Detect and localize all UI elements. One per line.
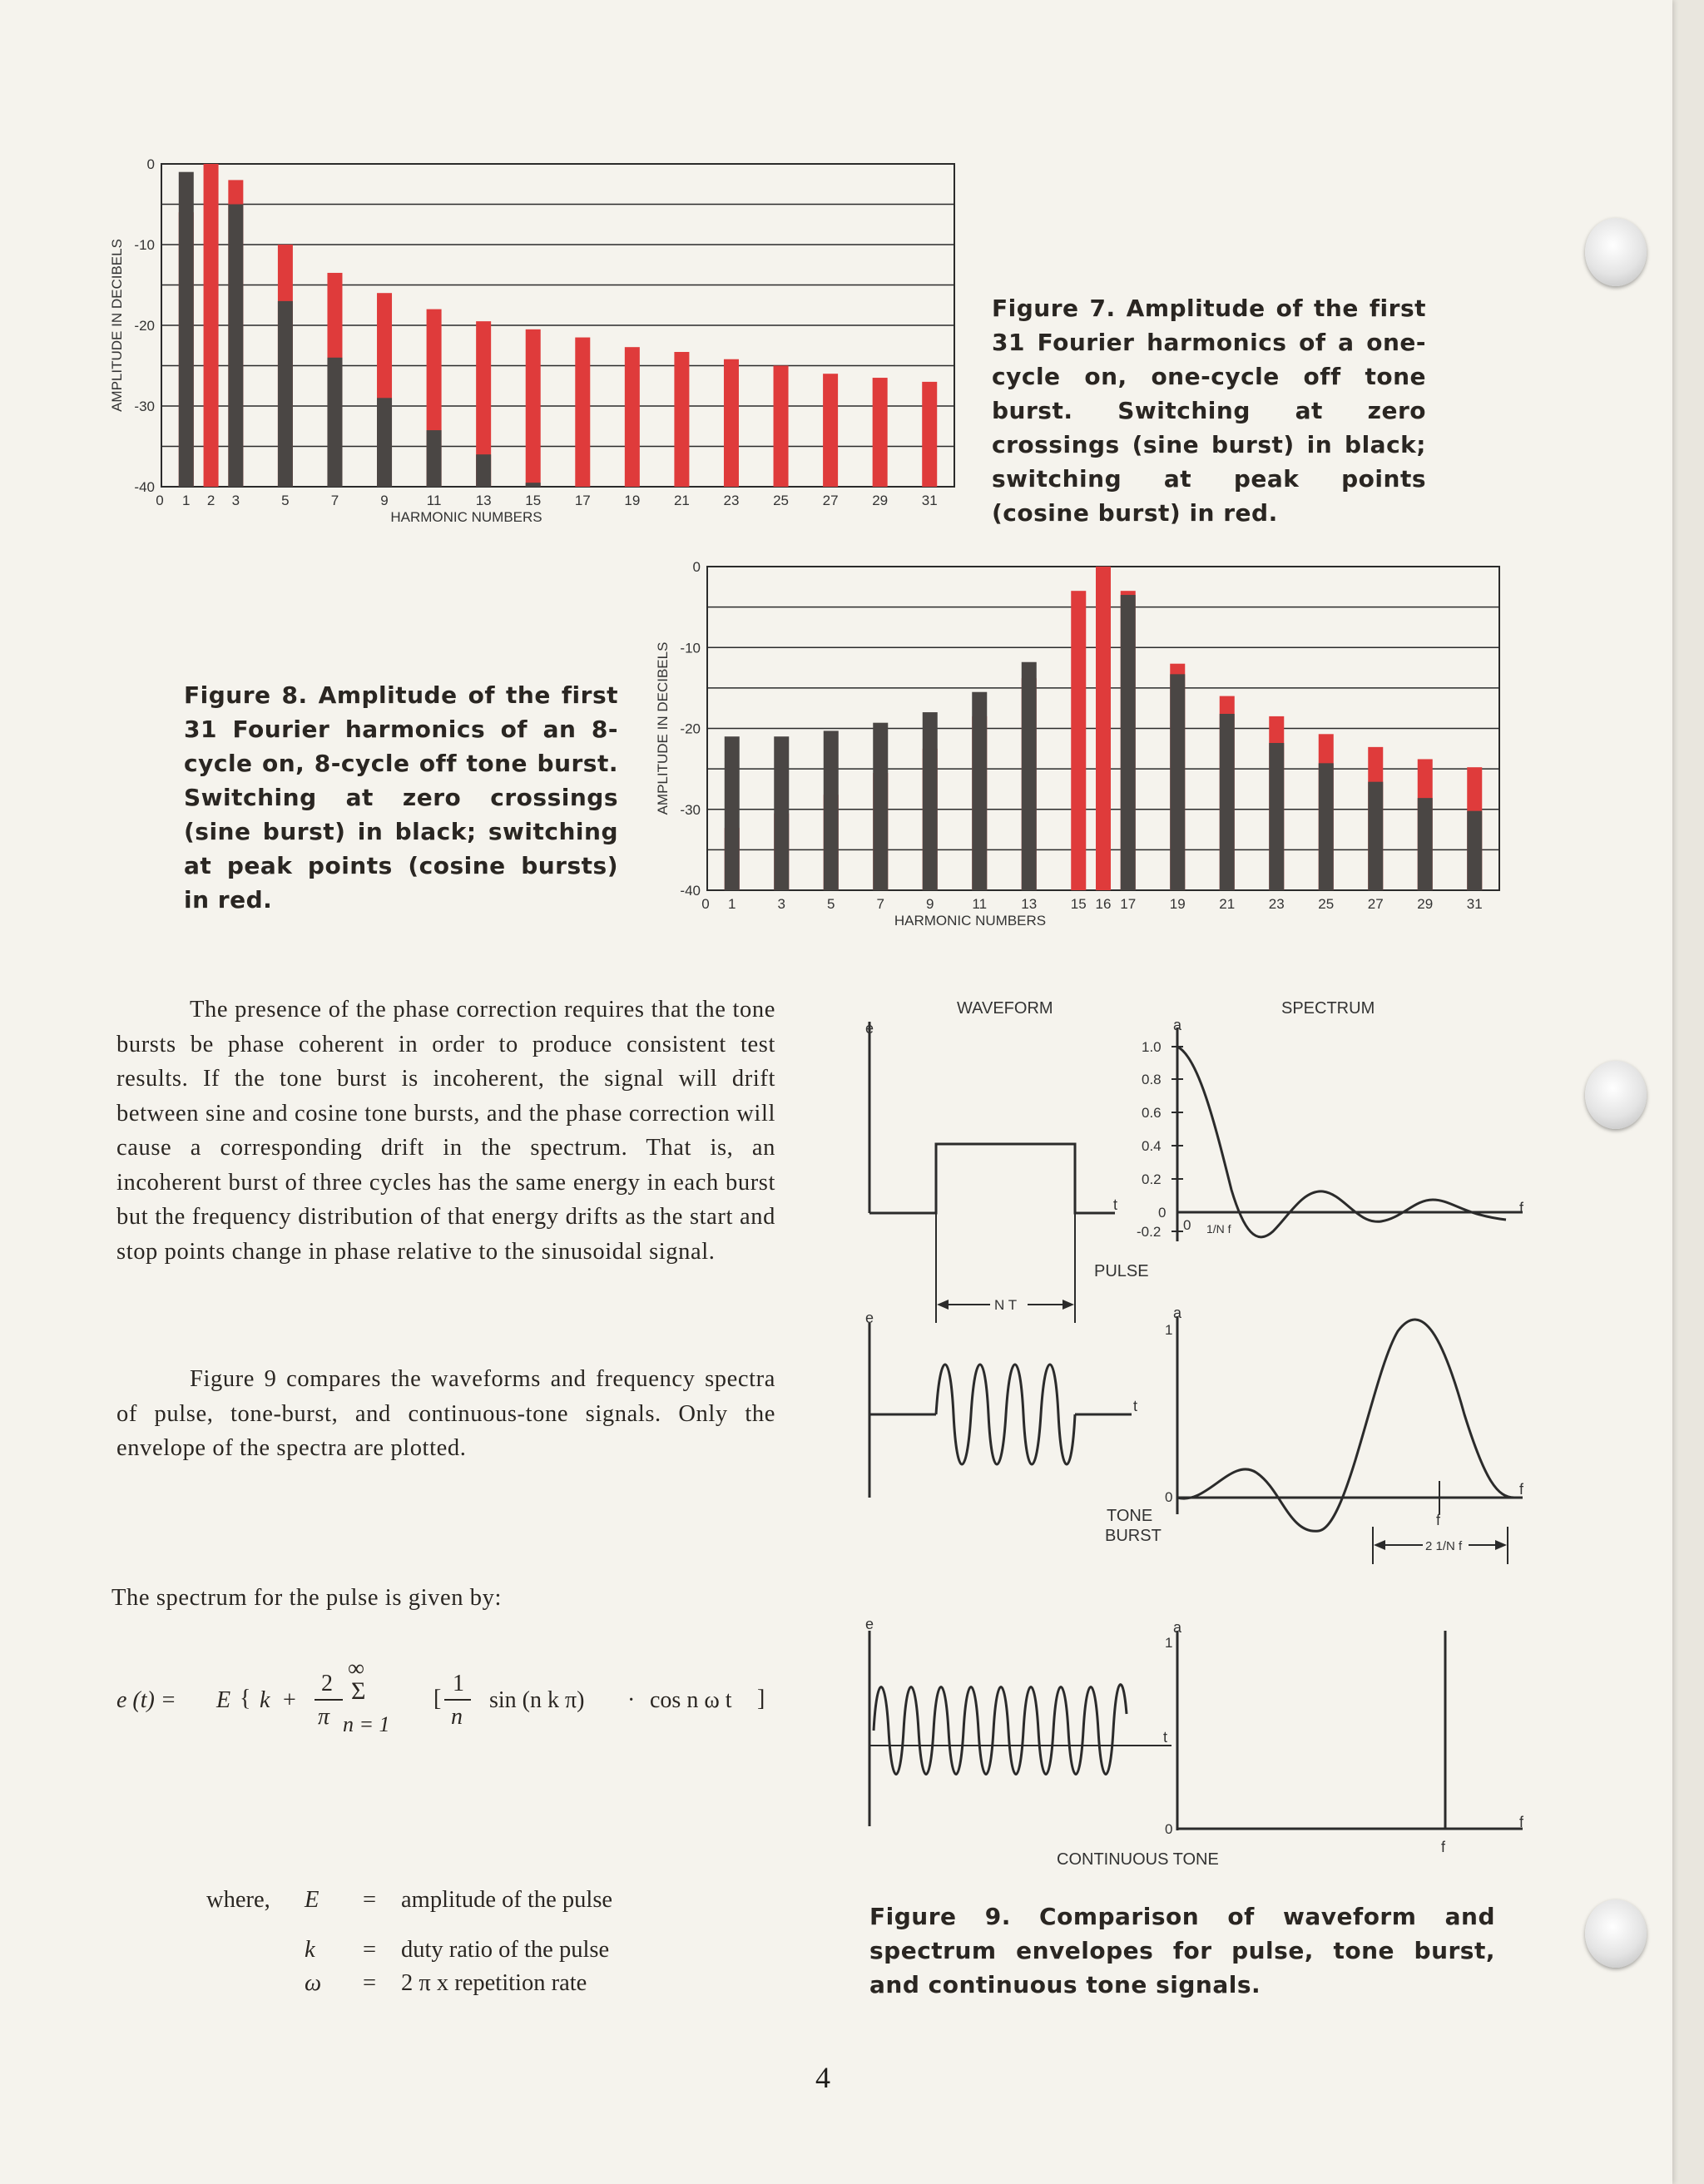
y-axis-title: AMPLITUDE IN DECIBELS — [109, 239, 125, 412]
y-tick-label: 0 — [692, 559, 701, 575]
y-tick-label: -40 — [680, 883, 701, 899]
pulse-t-label: t — [1113, 1196, 1118, 1213]
cont-f-label: f — [1441, 1839, 1446, 1855]
definition-symbol: E — [305, 1887, 320, 1913]
x-axis-title: HARMONIC NUMBERS — [390, 509, 542, 525]
tone-f-axis-label: f — [1519, 1481, 1524, 1498]
x-tick-label: 15 — [1070, 896, 1087, 912]
body-paragraph-1-text: The presence of the phase correction requires that the tone bursts be phase coherent in order to produce consistent test results. If the tone burst is incoherent, the signal will drift between sine and cosine tone bursts, and the phase correction will cause a corresponding drift in the spectrum. That is, an incoherent burst of three cycles has the same energy in each burst but the frequency distribution of that energy drifts as the start and stop points change in phase relative to the sinusoidal signal. — [116, 997, 775, 1265]
x-tick-label: 21 — [1219, 896, 1236, 912]
eq-sigma-top: ∞ — [348, 1656, 364, 1681]
x-tick-label: 1 — [728, 896, 736, 912]
eq-lhs: e (t) = — [116, 1687, 176, 1713]
tone-spectrum-curve — [1177, 1320, 1514, 1531]
x-tick-label: 15 — [525, 493, 542, 508]
x-tick-label: 27 — [1367, 896, 1384, 912]
y-tick-label: -10 — [134, 237, 155, 253]
eq-dot: · — [627, 1687, 636, 1713]
eq-rbracket: ] — [757, 1686, 765, 1711]
bar-sine-black — [873, 723, 888, 890]
figure-7-chart — [92, 154, 973, 537]
x-tick-label: 1 — [182, 493, 191, 508]
x-tick-label: 27 — [822, 493, 839, 508]
x-tick-label: 16 — [1095, 896, 1112, 912]
cont-a-label: a — [1173, 1619, 1182, 1636]
y-tick-label: -20 — [134, 318, 155, 334]
y-tick-label: -40 — [134, 479, 155, 495]
x-tick-label: 17 — [1120, 896, 1137, 912]
eq-sigma-bottom: n = 1 — [343, 1712, 390, 1736]
bar-sine-black — [1220, 714, 1235, 890]
bar-sine-black — [1368, 782, 1383, 890]
cont-ytick-top: 1 — [1165, 1635, 1173, 1651]
fig9-header-waveform: WAVEFORM — [957, 999, 1053, 1018]
pulse-f-label: f — [1519, 1200, 1524, 1216]
definition-symbol: k — [305, 1937, 315, 1963]
bar-sine-black — [1269, 743, 1284, 890]
bar-cosine-red — [724, 359, 739, 487]
x-tick-label: 31 — [921, 493, 938, 508]
page-number: 4 — [815, 2061, 830, 2094]
x-tick-label: 0 — [701, 896, 710, 912]
binder-hole-bottom — [1585, 1899, 1647, 1968]
cont-e-label: e — [865, 1616, 874, 1632]
body-paragraph-1 — [116, 993, 775, 1269]
tone-e-label: e — [865, 1310, 874, 1326]
x-tick-label: 3 — [777, 896, 785, 912]
x-tick-label: 2 — [206, 493, 215, 508]
bar-sine-black — [774, 736, 789, 890]
y-tick-label: -20 — [680, 721, 701, 737]
x-tick-label: 29 — [872, 493, 889, 508]
bar-sine-black — [972, 692, 987, 890]
bar-sine-black — [725, 736, 740, 890]
bar-sine-black — [1170, 674, 1185, 890]
tone-a-label: a — [1173, 1305, 1182, 1321]
bar-cosine-red — [674, 352, 689, 487]
eq-pi: π — [318, 1704, 330, 1730]
definition-eq: = — [363, 1887, 377, 1913]
pulse-a-label: a — [1173, 1017, 1182, 1033]
x-tick-label: 31 — [1466, 896, 1483, 912]
pulse-label: PULSE — [1094, 1262, 1149, 1280]
figure-9-caption: Figure 9. Comparison of waveform and spectrum envelopes for pulse, tone burst, and continuous tone signals. — [869, 1903, 1495, 1998]
nt-label: N T — [994, 1297, 1018, 1313]
x-tick-label: 25 — [1318, 896, 1335, 912]
pulse-origin-label: 0 — [1183, 1217, 1191, 1233]
x-tick-label: 23 — [723, 493, 740, 508]
tone-burst-label-2: BURST — [1105, 1527, 1162, 1545]
x-tick-label: 11 — [426, 493, 442, 508]
binder-hole-top — [1585, 218, 1647, 286]
pulse-waveform-trace — [869, 1144, 1118, 1213]
definition-symbol: ω — [305, 1970, 322, 1996]
tone-ytick-zero: 0 — [1165, 1489, 1173, 1505]
x-tick-label: 9 — [380, 493, 389, 508]
eq-cos: cos n ω t — [650, 1687, 732, 1713]
definition-text: 2 π x repetition rate — [401, 1970, 587, 1996]
body-paragraph-2-text: Figure 9 compares the waveforms and frequency spectra of pulse, tone-burst, and continuous-tone signals. Only the envelope of the spectra are plotted. — [116, 1366, 775, 1461]
nt-arrowhead-left — [937, 1300, 949, 1310]
bar-sine-black — [1121, 595, 1136, 890]
y-tick-label: 0 — [146, 156, 155, 172]
figure-9-diagram — [840, 982, 1531, 1880]
continuous-tone-label: CONTINUOUS TONE — [1057, 1850, 1219, 1869]
bar-sine-black — [824, 730, 839, 890]
bar-cosine-red — [922, 382, 937, 487]
tone-waveform-trace — [936, 1364, 1075, 1464]
figure-7-caption: Figure 7. Amplitude of the first 31 Fourier harmonics of a one-cycle on, one-cycle off tone burst. Switching at zero crossings (sine burst) in black; switching at peak points (cosine burst) in red. — [992, 295, 1426, 527]
pulse-first-zero-label: 1/N f — [1206, 1222, 1231, 1236]
eq-frac-bar-1 — [315, 1699, 343, 1701]
x-tick-label: 17 — [574, 493, 591, 508]
bar-cosine-red — [823, 374, 838, 487]
x-axis-title: HARMONIC NUMBERS — [894, 913, 1047, 929]
figure-8-caption: Figure 8. Amplitude of the first 31 Fourier harmonics of an 8-cycle on, 8-cycle off tone burst. Switching at zero crossings (sine burst) in black; switching at peak points (cosine bursts) in red. — [184, 681, 618, 914]
y-tick-label: -30 — [134, 399, 155, 414]
pulse-ytick: 0.8 — [1142, 1072, 1162, 1087]
pulse-ytick: 0.6 — [1142, 1105, 1162, 1121]
x-tick-label: 29 — [1417, 896, 1434, 912]
tone-width-label: 2 1/N f — [1425, 1539, 1463, 1553]
eq-lbracket: [ — [433, 1686, 442, 1711]
bar-sine-black — [327, 358, 342, 487]
bar-cosine-red — [873, 378, 888, 487]
tone-f-label: f — [1436, 1512, 1441, 1528]
x-tick-label: 3 — [231, 493, 240, 508]
nt-arrowhead-right — [1063, 1300, 1074, 1310]
definition-eq: = — [363, 1970, 377, 1996]
bar-sine-black — [476, 454, 491, 487]
eq-frac-bar-2 — [444, 1699, 471, 1701]
pulse-ytick: 0.4 — [1142, 1138, 1162, 1154]
bar-sine-black — [1319, 763, 1334, 890]
tone-burst-label-1: TONE — [1107, 1507, 1153, 1525]
x-tick-label: 13 — [475, 493, 492, 508]
x-tick-label: 5 — [827, 896, 835, 912]
definition-text: amplitude of the pulse — [401, 1887, 613, 1913]
eq-sin: sin (n k π) — [489, 1687, 585, 1713]
eq-plus: + — [283, 1687, 296, 1713]
pulse-ytick: 1.0 — [1142, 1039, 1162, 1055]
eq-E: E — [216, 1687, 231, 1713]
bar-sine-black — [923, 712, 938, 890]
pulse-spectrum-curve — [1177, 1047, 1506, 1237]
x-tick-label: 5 — [281, 493, 290, 508]
x-tick-label: 0 — [156, 493, 164, 508]
bar-sine-black — [1022, 662, 1037, 890]
bar-cosine-red — [1096, 567, 1111, 890]
eq-k: k — [260, 1687, 270, 1713]
bar-sine-black — [278, 301, 293, 487]
y-tick-label: -30 — [680, 801, 701, 818]
x-tick-label: 21 — [673, 493, 690, 508]
y-axis-title: AMPLITUDE IN DECIBELS — [655, 641, 671, 815]
cont-ytick-zero: 0 — [1165, 1821, 1173, 1837]
bar-cosine-red — [774, 366, 789, 488]
tone-ytick-top: 1 — [1165, 1322, 1173, 1338]
bar-sine-black — [179, 172, 194, 487]
cont-f-axis-label: f — [1519, 1814, 1524, 1830]
tone-width-arrowhead-left — [1374, 1540, 1385, 1550]
x-tick-label: 19 — [1169, 896, 1186, 912]
x-tick-label: 11 — [972, 896, 988, 912]
bar-sine-black — [526, 483, 541, 487]
eq-sigma: Σ — [351, 1677, 366, 1705]
definition-text: duty ratio of the pulse — [401, 1937, 610, 1963]
bar-cosine-red — [1071, 591, 1086, 890]
binder-hole-middle — [1585, 1061, 1647, 1129]
bar-cosine-red — [575, 338, 590, 487]
bar-sine-black — [1418, 798, 1433, 890]
pulse-ytick: 0.2 — [1142, 1171, 1162, 1187]
bar-cosine-red — [625, 347, 640, 487]
pulse-ytick: -0.2 — [1137, 1224, 1162, 1240]
bar-cosine-red — [526, 329, 541, 487]
bar-sine-black — [377, 398, 392, 487]
eq-two: 2 — [321, 1671, 333, 1696]
figure-8-chart — [639, 553, 1508, 936]
x-tick-label: 13 — [1021, 896, 1038, 912]
bar-sine-black — [427, 430, 442, 487]
x-tick-label: 7 — [876, 896, 884, 912]
tone-t-label: t — [1133, 1398, 1138, 1414]
body-paragraph-2 — [116, 1362, 775, 1466]
x-tick-label: 23 — [1268, 896, 1285, 912]
x-tick-label: 7 — [330, 493, 339, 508]
bar-sine-black — [1467, 811, 1482, 890]
y-tick-label: -10 — [680, 640, 701, 656]
bar-sine-black — [228, 205, 243, 488]
x-tick-label: 25 — [773, 493, 789, 508]
definition-prefix: where, — [206, 1887, 270, 1913]
eq-one: 1 — [453, 1671, 464, 1696]
tone-width-arrowhead-right — [1495, 1540, 1507, 1550]
pulse-ytick: 0 — [1158, 1205, 1167, 1221]
x-tick-label: 9 — [926, 896, 934, 912]
eq-brace: { — [240, 1686, 251, 1711]
pulse-spectrum-equation — [116, 1656, 782, 1747]
pulse-e-label: e — [865, 1020, 874, 1037]
cont-t-label: t — [1163, 1729, 1168, 1746]
fig9-header-spectrum: SPECTRUM — [1281, 999, 1375, 1018]
cont-waveform-trace — [874, 1685, 1127, 1775]
eq-n: n — [451, 1704, 463, 1730]
definition-eq: = — [363, 1937, 377, 1963]
x-tick-label: 19 — [624, 493, 641, 508]
bar-cosine-red — [204, 164, 219, 487]
spectrum-intro: The spectrum for the pulse is given by: — [111, 1585, 503, 1611]
